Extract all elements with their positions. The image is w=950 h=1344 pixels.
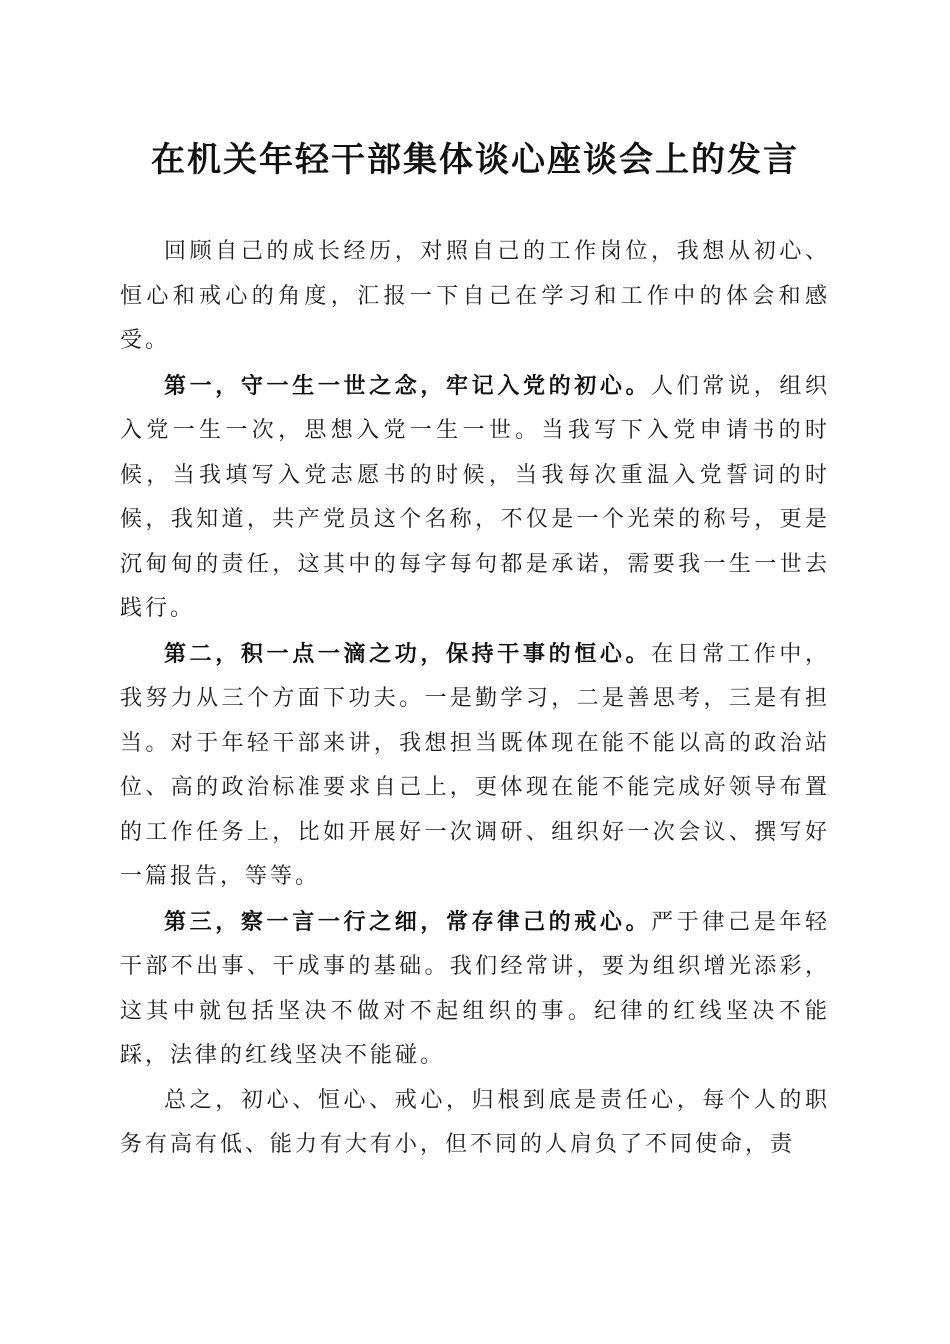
paragraph-intro	[120, 230, 830, 364]
document-body	[120, 230, 830, 1168]
paragraph-text: 回顾自己的成长经历，对照自己的工作岗位，我想从初心、恒心和戒心的角度，汇报一下自己在学习和工作中的体会和感受。	[120, 239, 830, 353]
paragraph-text: 总之，初心、恒心、戒心，归根到底是责任心，每个人的职务有高有低、能力有大有小，但不同的人肩负了不同使命，责	[120, 1087, 830, 1157]
paragraph-text: 严于律己是年轻干部不出事、干成事的基础。我们经常讲，要为组织增光添彩，这其中就包括坚决不做对不起组织的事。纪律的红线坚决不能踩，法律的红线坚决不能碰。	[120, 909, 830, 1068]
paragraph-text: 在日常工作中，我努力从三个方面下功夫。一是勤学习，二是善思考，三是有担当。对于年轻干部来讲，我想担当既体现在能不能以高的政治站位、高的政治标准要求自己上，更体现在能不能完成好领导布置的工作任务上，比如开展好一次调研、组织好一次会议、撰写好一篇报告，等等。	[120, 641, 830, 889]
paragraph-text: 人们常说，组织入党一生一次，思想入党一生一世。当我写下入党申请书的时候，当我填写入党志愿书的时候，当我每次重温入党誓词的时候，我知道，共产党员这个名称，不仅是一个光荣的称号，更是沉甸甸的责任，这其中的每字每句都是承诺，需要我一生一世去践行。	[120, 373, 830, 621]
paragraph-second-point	[120, 632, 830, 900]
paragraph-third-point	[120, 900, 830, 1079]
paragraph-first-point	[120, 364, 830, 632]
document-title: 在机关年轻干部集体谈心座谈会上的发言	[151, 140, 799, 180]
paragraph-lead-heading: 第一，守一生一世之念，牢记入党的初心。	[164, 372, 652, 399]
paragraph-lead-heading: 第三，察一言一行之细，常存律己的戒心。	[164, 908, 652, 935]
paragraph-conclusion	[120, 1079, 830, 1168]
paragraph-lead-heading: 第二，积一点一滴之功，保持干事的恒心。	[164, 640, 652, 667]
